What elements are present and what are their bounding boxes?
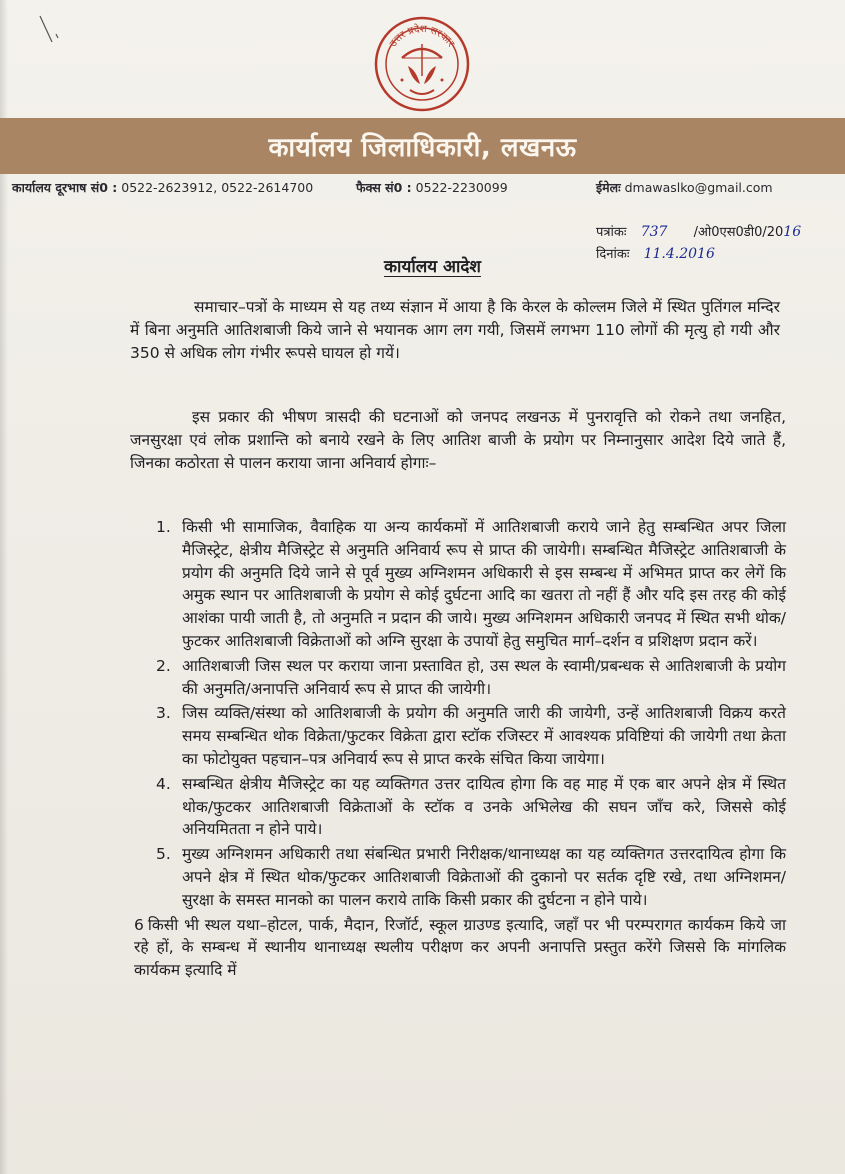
reference-block xyxy=(596,222,801,266)
contact-row xyxy=(8,179,837,201)
list-item xyxy=(146,516,786,653)
item-number: 2. xyxy=(156,656,171,675)
list-item xyxy=(146,773,786,841)
list-item xyxy=(146,702,786,770)
pen-mark xyxy=(36,12,66,52)
up-government-emblem-icon xyxy=(372,14,472,114)
item-text: आतिशबाजी जिस स्थल पर कराया जाना प्रस्तावित हो, उस स्थल के स्वामी/प्रबन्धक से आतिशबाजी के प्रयोग की अनुमति/अनापत्ति अनिवार्य रूप से प्राप्त की जायेगी। xyxy=(182,656,786,698)
item-number: 5. xyxy=(156,845,171,864)
list-item xyxy=(146,655,786,701)
patrank-suffix-hand: 16 xyxy=(783,224,802,240)
date-value: 11.4.2016 xyxy=(643,246,715,262)
paragraph-1: समाचार–पत्रों के माध्यम से यह तथ्य संज्ञान में आया है कि केरल के कोल्लम जिले में स्थित पुतिंगल मन्दिर में बिना अनुमति आतिशबाजी किये जाने से भयानक आग लग गयी, जिसमें लगभग 110 लोगों की मृत्यु हो गयी और 350 से अधिक लोग गंभीर रूपसे घायल हो गयें। xyxy=(130,298,780,362)
phone-label: कार्यालय दूरभाष सं0 : xyxy=(12,180,118,195)
item-text: सम्बन्धित क्षेत्रीय मैजिस्ट्रेट का यह व्यक्तिगत उत्तर दायित्व होगा कि वह माह में एक बार अपने क्षेत्र में स्थित थोक/फुटकर आतिशबाजी विक्रेताओं के स्टॉक व उनके अभिलेख की सघन जाँच करे, जिससे कोई अनियमितता न होने पाये। xyxy=(182,774,786,839)
office-title: कार्यालय जिलाधिकारी, लखनऊ xyxy=(268,133,577,163)
email-value: dmawaslko@gmail.com xyxy=(624,180,773,195)
item-text: किसी भी सामाजिक, वैवाहिक या अन्य कार्यकमों में आतिशबाजी कराये जाने हेतु सम्बन्धित अपर जिला मैजिस्ट्रेट, क्षेत्रीय मैजिस्ट्रेट से अनुमति अनिवार्य रूप से प्राप्त की जायेगी। सम्बन्धित मैजिस्ट्रेट आतिशबाजी के प्रयोग की अनुमति दिये जाने से पूर्व मुख्य अग्निशमन अधिकारी से इस सम्बन्ध में अभिमत प्राप्त कर लेगें कि अमुक स्थान पर आतिशबाजी के प्रयोग से कोई दुर्घटना आदि का खतरा तो नहीं हैं और यदि इस तरह की कोई आशंका पायी जाती है, तो अनुमति न प्रदान की जाये। मुख्य अग्निशमन अधिकारी जनपद में स्थित सभी थोक/फुटकर आतिशबाजी विक्रेताओं को अग्नि सुरक्षा के उपायों हेतु समुचित मार्ग–दर्शन व प्रशिक्षण प्रदान करें। xyxy=(182,518,786,650)
item-text: किसी भी स्थल यथा–होटल, पार्क, मैदान, रिजॉर्ट, स्कूल ग्राउण्ड इत्यादि, जहाँ पर भी परम्परागत कार्यकम किये जा रहे हों, के सम्बन्ध में स्थानीय थानाध्यक्ष स्थलीय परीक्षण कर अपनी अनापत्ति प्रस्तुत करेंगे जिससे कि मांगलिक कार्यकम इत्यादि में xyxy=(134,915,786,980)
item-number: 3. xyxy=(156,704,171,723)
page-edge-shadow xyxy=(0,0,8,1174)
email-label: ईमेलः xyxy=(596,180,621,195)
patrank-suffix xyxy=(694,225,802,240)
date-label: दिनांकः xyxy=(596,247,630,262)
office-banner xyxy=(0,118,845,174)
item-number: 6 xyxy=(134,915,144,934)
document-title: कार्यालय आदेश xyxy=(384,257,481,277)
item-number: 4. xyxy=(156,774,171,793)
patrank-value: 737 xyxy=(640,224,668,240)
patrank-line xyxy=(596,222,801,244)
fax-info xyxy=(356,179,508,196)
fax-label: फैक्स सं0 : xyxy=(356,180,412,195)
paragraph-2: इस प्रकार की भीषण त्रासदी की घटनाओं को जनपद लखनऊ में पुनरावृत्ति को रोकने तथा जनहित, जनसुरक्षा एवं लोक प्रशान्ति को बनाये रखने के लिए आतिश बाजी के प्रयोग पर निम्नानुसार आदेश दिये जाते हैं, जिनका कठोरता से पालन कराया जाना अनिवार्य होगाः– xyxy=(130,408,786,472)
phone-value: 0522-2623912, 0522-2614700 xyxy=(121,180,314,195)
patrank-label: पत्रांकः xyxy=(596,225,627,240)
fax-value: 0522-2230099 xyxy=(415,180,508,195)
phone-info xyxy=(12,179,313,196)
list-item xyxy=(134,914,786,982)
email-info xyxy=(596,179,773,196)
item-text: मुख्य अग्निशमन अधिकारी तथा संबन्धित प्रभारी निरीक्षक/थानाध्यक्ष का यह व्यक्तिगत उत्तरदायित्व होगा कि अपने क्षेत्र में स्थित थोक/फुटकर आतिशबाजी विक्रेताओं की दुकानो पर सर्तक दृष्टि रखे, तथा अग्निशमन/सुरक्षा के समस्त मानको का पालन कराये ताकि किसी प्रकार की दुर्घटना न होने पाये। xyxy=(182,845,786,909)
patrank-suffix-print: /ओ0एस0डी0/20 xyxy=(693,225,784,240)
list-item xyxy=(146,843,786,911)
emblem-text: उत्तर प्रदेश सरकार xyxy=(387,23,457,50)
item-number: 1. xyxy=(156,518,171,536)
order-list xyxy=(134,516,786,984)
item-text: जिस व्यक्ति/संस्था को आतिशबाजी के प्रयोग की अनुमति जारी की जायेगी, उन्हें आतिशबाजी विक्रय करते समय सम्बन्धित थोक विक्रेता/फुटकर विक्रेता द्वारा स्टॉक रजिस्टर में आवश्यक प्रविष्टियां की जायेगी तथा क्रेता का फोटोयुक्त पहचान–पत्र अनिवार्य रूप से प्राप्त करके संचित किया जायेगा। xyxy=(182,704,786,768)
date-line xyxy=(596,244,801,266)
